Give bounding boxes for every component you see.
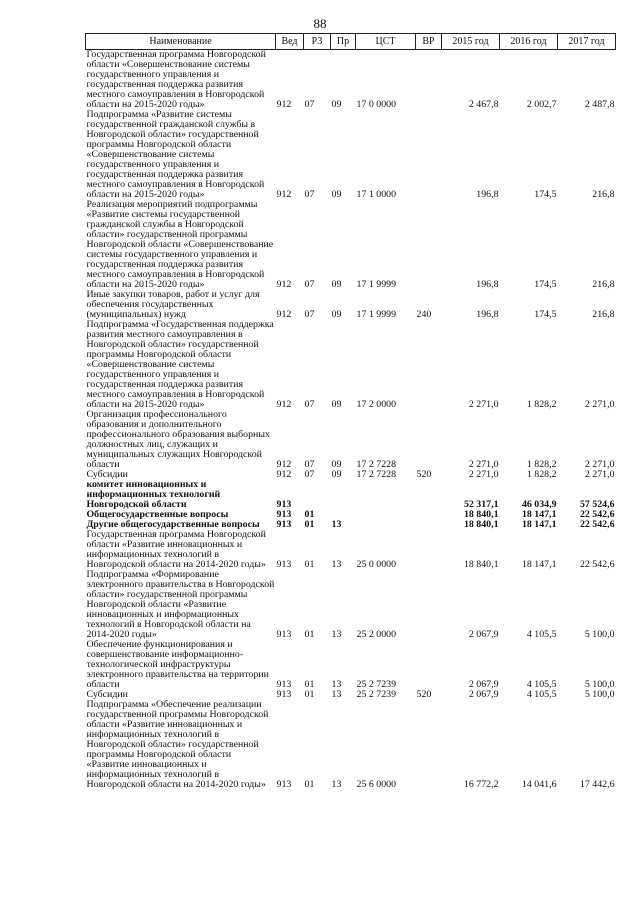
row-value-2016: 18 147,1 — [521, 559, 557, 570]
row-value-2017: 2 271,0 — [584, 469, 615, 480]
row-rz: 07 — [304, 189, 315, 200]
row-value-2017: 22 542,6 — [579, 559, 615, 570]
row-value-2017: 2 487,8 — [584, 99, 615, 110]
header-2016: 2016 год — [500, 34, 558, 50]
row-cst: 17 0 0000 — [356, 99, 396, 110]
row-name: Субсидии — [86, 689, 128, 700]
row-vr: 520 — [416, 469, 432, 480]
row-value-2017: 5 100,0 — [584, 679, 615, 690]
row-value-2017: 22 542,6 — [579, 509, 615, 520]
table-header-row — [86, 34, 616, 50]
row-ved: 912 — [276, 469, 292, 480]
row-ved: 912 — [276, 399, 292, 410]
row-ved: 912 — [276, 279, 292, 290]
row-name: Организация профессионального образования и дополнительного профессионального образования выборных должностных лиц, служащих и муниципальных служащих Новгородской области — [86, 409, 270, 470]
row-vr — [416, 200, 442, 290]
row-value-2015: 2 067,9 — [468, 679, 499, 690]
row-value-2017: 17 442,6 — [579, 779, 615, 790]
row-value-2017: 216,8 — [592, 189, 615, 200]
row-pr: 13 — [331, 559, 342, 570]
row-vr — [416, 520, 442, 530]
row-value-2016: 1 828,2 — [526, 469, 557, 480]
row-value-2015: 2 271,0 — [468, 459, 499, 470]
table-row — [86, 410, 616, 470]
row-cst: 17 1 9999 — [356, 309, 396, 320]
table-row — [86, 110, 616, 200]
row-pr: 13 — [331, 689, 342, 700]
row-name: Государственная программа Новгородской области «Совершенствование системы государственного управления и государственная поддержка развития местного самоуправления в Новгородской области на 2015-2020 годы» — [86, 49, 266, 110]
row-value-2017: 2 271,0 — [584, 399, 615, 410]
row-rz: 01 — [304, 509, 315, 520]
header-2017: 2017 год — [558, 34, 616, 50]
row-value-2017: 22 542,6 — [579, 519, 615, 530]
row-name: Подпрограмма «Обеспечение реализации государственной программы Новгородской области «Развитие инновационных и информационных технологий в Новгородской области» государственной программы Новгородской области «Развитие инновационных и информационных технологий в Новгородской области на 2014-2020 годы» — [86, 699, 269, 790]
row-ved: 913 — [276, 519, 292, 530]
table-row — [86, 700, 616, 790]
row-rz: 07 — [304, 469, 315, 480]
row-vr — [416, 510, 442, 520]
row-value-2015: 2 067,9 — [468, 629, 499, 640]
row-rz: 07 — [304, 459, 315, 470]
row-pr: 13 — [331, 779, 342, 790]
row-value-2015: 2 271,0 — [468, 469, 499, 480]
table-body — [86, 50, 616, 791]
row-value-2016: 18 147,1 — [521, 519, 557, 530]
row-value-2016: 4 105,5 — [526, 629, 557, 640]
header-pr: Пр — [331, 34, 356, 50]
row-ved: 913 — [276, 499, 292, 510]
row-vr — [416, 640, 442, 690]
row-ved: 912 — [276, 459, 292, 470]
row-pr: 13 — [331, 629, 342, 640]
row-ved: 913 — [276, 779, 292, 790]
row-value-2017: 2 271,0 — [584, 459, 615, 470]
row-value-2017: 5 100,0 — [584, 629, 615, 640]
table-row — [86, 480, 616, 510]
table-row — [86, 200, 616, 290]
row-pr: 13 — [331, 679, 342, 690]
row-value-2015: 16 772,2 — [463, 779, 499, 790]
row-cst — [356, 520, 416, 530]
row-value-2017: 216,8 — [592, 279, 615, 290]
row-value-2016: 18 147,1 — [521, 509, 557, 520]
row-value-2016: 174,5 — [534, 309, 557, 320]
row-name: Подпрограмма «Развитие системы государственной гражданской службы в Новгородской области» государственной программы Новгородской области «Совершенствование системы государственного управления и государственная поддержка развития местного самоуправления в Новгородской области на 2015-2020 годы» — [86, 109, 265, 200]
row-cst — [356, 480, 416, 510]
row-vr — [416, 700, 442, 790]
row-name: Общегосударственные вопросы — [86, 509, 229, 520]
row-ved: 912 — [276, 309, 292, 320]
row-rz: 01 — [304, 559, 315, 570]
row-name: комитет инновационных и информационных технологий Новгородской области — [86, 479, 221, 510]
row-cst: 17 1 9999 — [356, 279, 396, 290]
row-ved: 913 — [276, 679, 292, 690]
row-vr — [416, 570, 442, 640]
row-value-2016: 1 828,2 — [526, 459, 557, 470]
row-ved: 913 — [276, 509, 292, 520]
header-2015: 2015 год — [442, 34, 500, 50]
row-cst: 17 1 0000 — [356, 189, 396, 200]
budget-table — [85, 33, 616, 790]
row-name: Подпрограмма «Формирование электронного правительства в Новгородской области» государственной программы Новгородской области «Развитие инновационных и информационных технологий в Новгородской области на 2014-2020 годы» — [86, 569, 275, 640]
header-ved: Вед — [276, 34, 304, 50]
row-pr: 09 — [331, 469, 342, 480]
page-number: 88 — [313, 16, 327, 31]
row-name: Другие общегосударственные вопросы — [86, 519, 260, 530]
row-name: Иные закупки товаров, работ и услуг для обеспечения государственных (муниципальных) нужд — [86, 289, 260, 320]
row-vr: 240 — [416, 309, 432, 320]
row-value-2016: 4 105,5 — [526, 679, 557, 690]
row-ved: 912 — [276, 189, 292, 200]
row-pr: 09 — [331, 99, 342, 110]
row-rz: 07 — [304, 309, 315, 320]
row-name: Реализация мероприятий подпрограммы «Развитие системы государственной гражданской службы в Новгородской области» государственной программы Новгородской области «Совершенствование системы государственного управления и государственная поддержка развития местного самоуправления в Новгородской области на 2015-2020 годы» — [86, 199, 274, 290]
row-cst: 25 2 0000 — [356, 629, 396, 640]
row-vr — [416, 530, 442, 570]
row-cst: 25 2 7239 — [356, 689, 396, 700]
row-value-2015: 2 467,8 — [468, 99, 499, 110]
row-value-2015: 18 840,1 — [463, 559, 499, 570]
row-value-2015: 52 317,1 — [463, 499, 499, 510]
row-value-2015: 2 067,9 — [468, 689, 499, 700]
table-row — [86, 640, 616, 690]
row-name: Обеспечение функционирования и совершенствование информационно-технологической инфраструктуры электронного правительства на территории области — [86, 639, 269, 690]
row-rz: 07 — [304, 399, 315, 410]
table-row — [86, 290, 616, 320]
row-cst: 25 6 0000 — [356, 779, 396, 790]
row-cst: 17 2 7228 — [356, 469, 396, 480]
row-vr — [416, 320, 442, 410]
row-cst — [356, 510, 416, 520]
row-rz: 01 — [304, 629, 315, 640]
row-value-2015: 196,8 — [476, 189, 499, 200]
row-ved: 912 — [276, 99, 292, 110]
row-name: Государственная программа Новгородской области «Развитие инновационных и информационных технологий в Новгородской области на 2014-2020 годы» — [86, 529, 266, 570]
row-pr: 09 — [331, 279, 342, 290]
row-name: Подпрограмма «Государственная поддержка развития местного самоуправления в Новгородской области» государственной программы Новгородской области «Совершенствование системы государственного управления и государственная поддержка развития местного самоуправления в Новгородской области на 2015-2020 годы» — [86, 319, 274, 410]
header-name: Наименование — [86, 34, 276, 50]
row-value-2015: 18 840,1 — [463, 509, 499, 520]
row-value-2016: 2 002,7 — [526, 99, 557, 110]
header-cst: ЦСТ — [356, 34, 416, 50]
table-row — [86, 320, 616, 410]
row-cst: 25 0 0000 — [356, 559, 396, 570]
row-value-2017: 57 524,6 — [579, 499, 615, 510]
row-value-2016: 46 034,9 — [521, 499, 557, 510]
row-vr — [416, 480, 442, 510]
row-rz: 07 — [304, 99, 315, 110]
row-pr — [331, 480, 356, 510]
table-row — [86, 50, 616, 111]
row-rz: 01 — [304, 679, 315, 690]
row-cst: 17 2 7228 — [356, 459, 396, 470]
row-pr: 09 — [331, 399, 342, 410]
row-ved: 913 — [276, 559, 292, 570]
row-value-2016: 4 105,5 — [526, 689, 557, 700]
header-rz: РЗ — [304, 34, 331, 50]
row-rz: 01 — [304, 779, 315, 790]
row-value-2016: 174,5 — [534, 279, 557, 290]
row-vr — [416, 50, 442, 111]
table-row — [86, 570, 616, 640]
row-cst: 25 2 7239 — [356, 679, 396, 690]
row-value-2015: 196,8 — [476, 309, 499, 320]
row-name: Субсидии — [86, 469, 128, 480]
row-rz: 01 — [304, 519, 315, 530]
row-ved: 913 — [276, 629, 292, 640]
row-value-2016: 14 041,6 — [521, 779, 557, 790]
row-value-2015: 196,8 — [476, 279, 499, 290]
row-rz — [304, 480, 331, 510]
row-pr: 09 — [331, 309, 342, 320]
row-pr: 13 — [331, 519, 342, 530]
row-value-2017: 5 100,0 — [584, 689, 615, 700]
row-cst: 17 2 0000 — [356, 399, 396, 410]
row-vr: 520 — [416, 689, 432, 700]
row-rz: 01 — [304, 689, 315, 700]
table-row — [86, 530, 616, 570]
row-pr: 09 — [331, 189, 342, 200]
row-vr — [416, 110, 442, 200]
row-ved: 913 — [276, 689, 292, 700]
row-pr: 09 — [331, 459, 342, 470]
row-value-2015: 18 840,1 — [463, 519, 499, 530]
row-value-2015: 2 271,0 — [468, 399, 499, 410]
row-value-2017: 216,8 — [592, 309, 615, 320]
row-vr — [416, 410, 442, 470]
row-rz: 07 — [304, 279, 315, 290]
header-vr: ВР — [416, 34, 442, 50]
row-value-2016: 1 828,2 — [526, 399, 557, 410]
row-value-2016: 174,5 — [534, 189, 557, 200]
